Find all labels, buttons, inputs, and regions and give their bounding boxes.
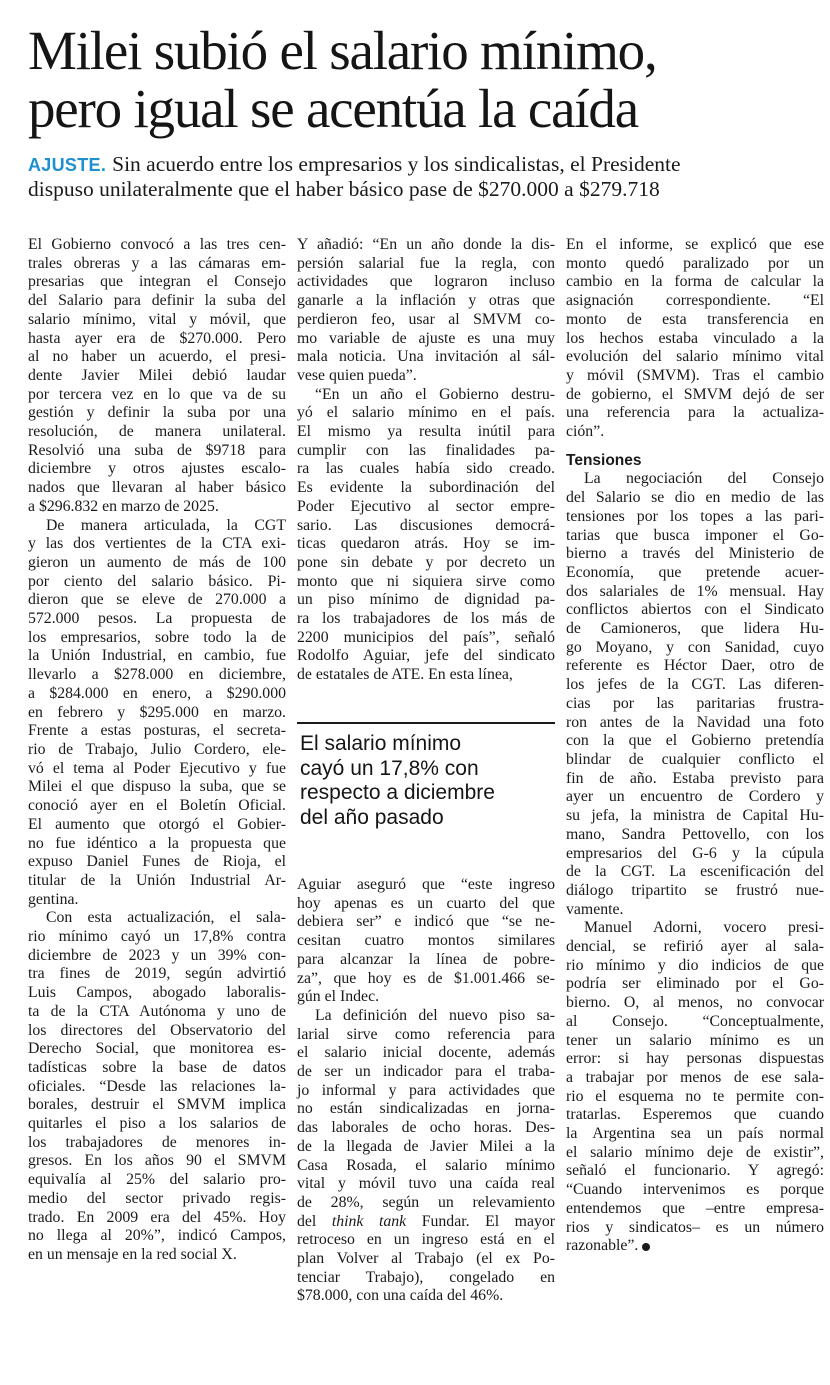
text-line: 2200 municipios del país”, señaló: [297, 628, 555, 646]
text-line: El mismo ya resulta inútil para: [297, 423, 555, 441]
text-line: 572.000 pesos. La propuesta de: [28, 610, 286, 628]
text-line: dos salariales de 1% mensual. Hay: [566, 582, 824, 600]
text-line: De manera articulada, la CGT: [46, 516, 286, 534]
text-line: de ser un indicador para el traba-: [297, 1063, 555, 1081]
text-line: El aumento que otorgó el Gobier-: [28, 815, 286, 833]
text-line: al Consejo. “Conceptualmente,: [566, 1012, 824, 1030]
text-line: La definición del nuevo piso sa-: [315, 1006, 555, 1024]
text-line: cumplir con las finalidades pa-: [297, 441, 555, 459]
text-line: blindar de cualquier conflicto el: [566, 750, 824, 768]
text-line: y móvil (SMVM). Tras el cambio: [566, 366, 824, 384]
text-line: al no haber un acuerdo, el presi-: [28, 348, 286, 366]
text-line: del Salario se dio en medio de las: [566, 489, 824, 507]
text-line: retroceso en un ingreso está en el: [297, 1231, 555, 1249]
text-line: referente es Héctor Daer, otro de: [566, 657, 824, 675]
text-line: con la que el Gobierno pretendía: [566, 732, 824, 750]
text-line: los jefes de la CGT. Las diferen-: [566, 676, 824, 694]
text-line: titular de la Unión Industrial Ar-: [28, 871, 286, 889]
text-line: quitarles el piso a los salarios de: [28, 1115, 286, 1133]
text-line: ra los trabajadores de los más de: [297, 610, 555, 628]
pull-quote-line: del año pasado: [300, 805, 444, 829]
text-line: a trabajar por menos de ese sala-: [566, 1068, 824, 1086]
text-line: tratarlas. Esperemos que cuando: [566, 1106, 824, 1124]
text-line: de 28%, según un relevamiento: [297, 1193, 555, 1211]
text-line: hasta ayer era de $270.000. Pero: [28, 329, 286, 347]
text-line: de Camioneros, que lidera Hu-: [566, 620, 824, 638]
text-line: En el informe, se explicó que ese: [566, 236, 824, 253]
text-line: los hechos estaba vinculado a la: [566, 329, 824, 347]
text-line: ta de la CTA Autónoma y uno de: [28, 1002, 286, 1020]
text-line: Es evidente la subordinación del: [297, 479, 555, 497]
text-line: no fue idéntico a la propuesta que: [28, 834, 286, 852]
text-line: $78.000, con una caída del 46%.: [297, 1287, 504, 1305]
text-line: ayer un encuentro de Cordero y: [566, 788, 824, 806]
headline: [28, 22, 808, 138]
text-line: podría ser eliminado por el Go-: [566, 975, 824, 993]
text-line: borales, destruir el SMVM implica: [28, 1096, 286, 1114]
section-subhead: Tensiones: [566, 451, 642, 469]
text-line: error: si hay personas dispuestas: [566, 1050, 824, 1068]
text-line: mala noticia. Una invitación al sál-: [297, 348, 555, 366]
text-line: dencial, se refirió ayer al sala-: [566, 938, 824, 956]
end-mark-icon: [642, 1243, 650, 1251]
text-line-italic: [297, 1213, 555, 1232]
text-line: za”, que hoy es de $1.001.466 se-: [297, 969, 555, 987]
text-line: pone sin debate y por decreto un: [297, 553, 555, 571]
text-line: y las dos vertientes de la CTA exi-: [28, 535, 286, 553]
text-line: medio del sector privado regis-: [28, 1189, 286, 1207]
text-line: diciembre de 2023 y un 39% con-: [28, 946, 286, 964]
text-fragment: Fundar. El mayor: [406, 1212, 556, 1230]
deck-kicker: AJUSTE.: [28, 155, 107, 175]
text-line: tensiones por los topes a las pari-: [566, 507, 824, 525]
text-line: evolución del salario mínimo vital: [566, 348, 824, 366]
text-line: cias por las paritarias frustra-: [566, 694, 824, 712]
text-line: llevarlo a $278.000 en diciembre,: [28, 666, 286, 684]
text-line: el salario inicial docente, además: [297, 1044, 555, 1062]
text-line: una referencia para la actualiza-: [566, 404, 824, 422]
text-line: Y añadió: “En un año donde la dis-: [297, 236, 555, 253]
text-line: entendemos que –entre empresa-: [566, 1199, 824, 1217]
text-line: para alcanzar la línea de pobre-: [297, 950, 555, 968]
text-line: presarias que integran el Consejo: [28, 273, 286, 291]
text-line: monto quedó paralizado por un: [566, 254, 824, 272]
text-line: a $296.832 en marzo de 2025.: [28, 497, 219, 515]
text-line: diciembre y otros ajustes escalo-: [28, 460, 286, 478]
text-line: equivalía al 25% del salario pro-: [28, 1171, 286, 1189]
text-line: ción”.: [566, 423, 605, 441]
article-column-1: [28, 236, 286, 1265]
text-line: rio de Trabajo, Julio Cordero, ele-: [28, 740, 286, 758]
text-line: Aguiar aseguró que “este ingreso: [297, 876, 555, 893]
text-line: ron antes de la Navidad una foto: [566, 713, 824, 731]
text-line: Luis Campos, abogado laboralis-: [28, 984, 286, 1002]
text-line: Manuel Adorni, vocero presi-: [584, 919, 824, 937]
text-line: Con esta actualización, el sala-: [46, 909, 286, 927]
text-line: vital y móvil tuvo una caída real: [297, 1175, 555, 1193]
text-line: su jefa, la ministra de Capital Hu-: [566, 807, 824, 825]
text-line: señaló el funcionario. Y agregó:: [566, 1162, 824, 1180]
text-fragment: del: [297, 1212, 332, 1230]
text-line: empresarios del G-6 y la cúpula: [566, 844, 824, 862]
text-line: “Cuando intervenimos es porque: [566, 1181, 824, 1199]
text-line: en febrero y $295.000 en marzo.: [28, 703, 286, 721]
text-line: los directores del Observatorio del: [28, 1021, 286, 1039]
text-line: larial sirve como referencia para: [297, 1025, 555, 1043]
text-line: gieron un aumento de más de 100: [28, 553, 286, 571]
text-line: ganarle a la inflación y otras que: [297, 292, 555, 310]
text-line: trado. En 2009 era del 45%. Hoy: [28, 1208, 286, 1226]
italic-term: think tank: [331, 1212, 407, 1230]
text-line: fin de año. Estaba previsto para: [566, 769, 824, 787]
text-line: del Salario para definir la suba del: [28, 292, 286, 310]
text-line: vese quien pueda”.: [297, 366, 417, 384]
text-line: rios y sindicatos– es un número: [566, 1218, 824, 1236]
text-line: Resolvió una suba de $9718 para: [28, 441, 286, 459]
text-line: la Unión Industrial, en cambio, fue: [28, 647, 286, 665]
text-line: ra las cuales había sido creado.: [297, 460, 555, 478]
text-line: conoció ayer en el Boletín Oficial.: [28, 797, 286, 815]
text-line: los trabajadores de menores in-: [28, 1133, 286, 1151]
text-line: hoy apenas es un cuarto del que: [297, 894, 555, 912]
text-line: monto que ni siquiera sirve como: [297, 572, 555, 590]
text-line: razonable”.: [566, 1237, 639, 1255]
text-line: Poder Ejecutivo al sector empre-: [297, 497, 555, 515]
deck-line-2: dispuso unilateralmente que el haber básico pase de $270.000 a $279.718: [28, 177, 660, 201]
text-line: debiera ser” e indicó que “se ne-: [297, 913, 555, 931]
text-line: salario mínimo, vital y móvil, que: [28, 310, 286, 328]
text-line: cesitan cuatro montos similares: [297, 932, 555, 950]
text-line: “En un año el Gobierno destru-: [315, 385, 555, 403]
text-line: La negociación del Consejo: [584, 470, 824, 488]
pull-quote-line: cayó un 17,8% con: [300, 756, 479, 780]
text-line: cambio en la forma de calcular la: [566, 273, 824, 291]
headline-line: pero igual se acentúa la caída: [28, 78, 638, 139]
text-line: tadísticas sobre la base de datos: [28, 1058, 286, 1076]
text-line: no llega al 20%”, indicó Campos,: [28, 1227, 286, 1245]
text-line: Milei el que dispuso la suba, que se: [28, 778, 286, 796]
text-line: tarias que busca imponer el Go-: [566, 526, 824, 544]
text-line: de la llegada de Javier Milei a la: [297, 1137, 555, 1155]
text-line: de gobierno, el SMVM dejó de ser: [566, 385, 824, 403]
text-line: Casa Rosada, el salario mínimo: [297, 1156, 555, 1174]
text-line: perdieron feo, usar al SMVM co-: [297, 310, 555, 328]
text-line: jo informal y para actividades que: [297, 1081, 555, 1099]
text-line: un piso mínimo de dignidad pa-: [297, 591, 555, 609]
text-line: rio mínimo cayó un 17,8% contra: [28, 928, 286, 946]
text-line: sario. Las discusiones democrá-: [297, 516, 555, 534]
text-line: la Argentina sea un país normal: [566, 1125, 824, 1143]
text-line: bierno a través del Ministerio de: [566, 545, 824, 563]
text-line: persión salarial fue la regla, con: [297, 254, 555, 272]
text-line: en un mensaje en la red social X.: [28, 1245, 237, 1263]
text-line: los empresarios, sobre todo la de: [28, 628, 286, 646]
text-line: Rodolfo Aguiar, jefe del sindicato: [297, 647, 555, 665]
text-line: de la CGT. La escenificación del: [566, 863, 824, 881]
text-line: dente Javier Milei debió laudar: [28, 366, 286, 384]
text-line: das laborales de ocho horas. Des-: [297, 1119, 555, 1137]
text-line: tener un salario mínimo es un: [566, 1031, 824, 1049]
text-line: plan Volver al Trabajo (el ex Po-: [297, 1250, 555, 1268]
text-line: gún el Indec.: [297, 988, 380, 1006]
text-line: Economía, que pretende acuer-: [566, 563, 824, 581]
text-line: Derecho Social, que monitorea es-: [28, 1040, 286, 1058]
text-line: go Moyano, y con Sanidad, cuyo: [566, 638, 824, 656]
text-line: por ciento del salario básico. Pi-: [28, 572, 286, 590]
text-line: mo variable de ajuste es una muy: [297, 329, 555, 347]
text-line: ticas quedaron atrás. Hoy se im-: [297, 535, 555, 553]
article-column-2: [297, 236, 555, 685]
text-line: rio el esquema no te permite con-: [566, 1087, 824, 1105]
text-line: resolución, de manera unilateral.: [28, 423, 286, 441]
text-line: asignación correspondiente. “El: [566, 292, 824, 310]
text-line: tra fines de 2019, según advirtió: [28, 965, 286, 983]
deck-text: Sin acuerdo entre los empresarios y los sindicalistas, el Presidente: [112, 152, 681, 176]
text-line: el salario mínimo deje de existir”,: [566, 1143, 824, 1161]
headline-line: Milei subió el salario mínimo,: [28, 20, 657, 81]
text-line: gentina.: [28, 890, 79, 908]
text-line: vó el tema al Poder Ejecutivo y fue: [28, 759, 286, 777]
pull-quote-line: El salario mínimo: [300, 732, 462, 755]
text-line: tenciar Trabajo), congelado en: [297, 1268, 555, 1286]
text-line: bierno. O, al menos, no convocar: [566, 994, 824, 1012]
text-line: dieron que se eleve de 270.000 a: [28, 591, 286, 609]
text-line: no están sindicalizadas en jorna-: [297, 1100, 555, 1118]
text-line: vamente.: [566, 900, 624, 918]
text-line: yó el salario mínimo en el país.: [297, 404, 555, 422]
text-line: monto de esta transferencia en: [566, 310, 824, 328]
pull-quote-line: respecto a diciembre: [300, 781, 495, 804]
article-column-3: [566, 236, 824, 1256]
text-line: de estatales de ATE. En esta línea,: [297, 666, 513, 684]
text-line: Frente a estas posturas, el secreta-: [28, 722, 286, 740]
text-line: oficiales. “Desde las relaciones la-: [28, 1077, 286, 1095]
text-line: nados que llevaran al haber básico: [28, 479, 286, 497]
text-line: rio mínimo y dio indicios de que: [566, 956, 824, 974]
text-line: expuso Daniel Funes de Rioja, el: [28, 853, 286, 871]
text-line: diálogo tripartito se frustró nue-: [566, 881, 824, 899]
text-line: conflictos abiertos con el Sindicato: [566, 601, 824, 619]
text-line: actividades que lograron incluso: [297, 273, 555, 291]
text-line: gestión y definir la suba por una: [28, 404, 286, 422]
text-line: por tercera vez en lo que va de su: [28, 385, 286, 403]
text-line: mano, Sandra Pettovello, con los: [566, 825, 824, 843]
text-line: El Gobierno convocó a las tres cen-: [28, 236, 286, 253]
text-line: a $284.000 en enero, a $290.000: [28, 684, 286, 702]
article-column-2-continued: [297, 876, 555, 1306]
text-line: gresos. En los años 90 el SMVM: [28, 1152, 286, 1170]
deck: [28, 152, 818, 201]
deck-line-1: [28, 152, 818, 177]
text-line: trales obreras y a las cámaras em-: [28, 254, 286, 272]
pull-quote: [297, 722, 555, 830]
